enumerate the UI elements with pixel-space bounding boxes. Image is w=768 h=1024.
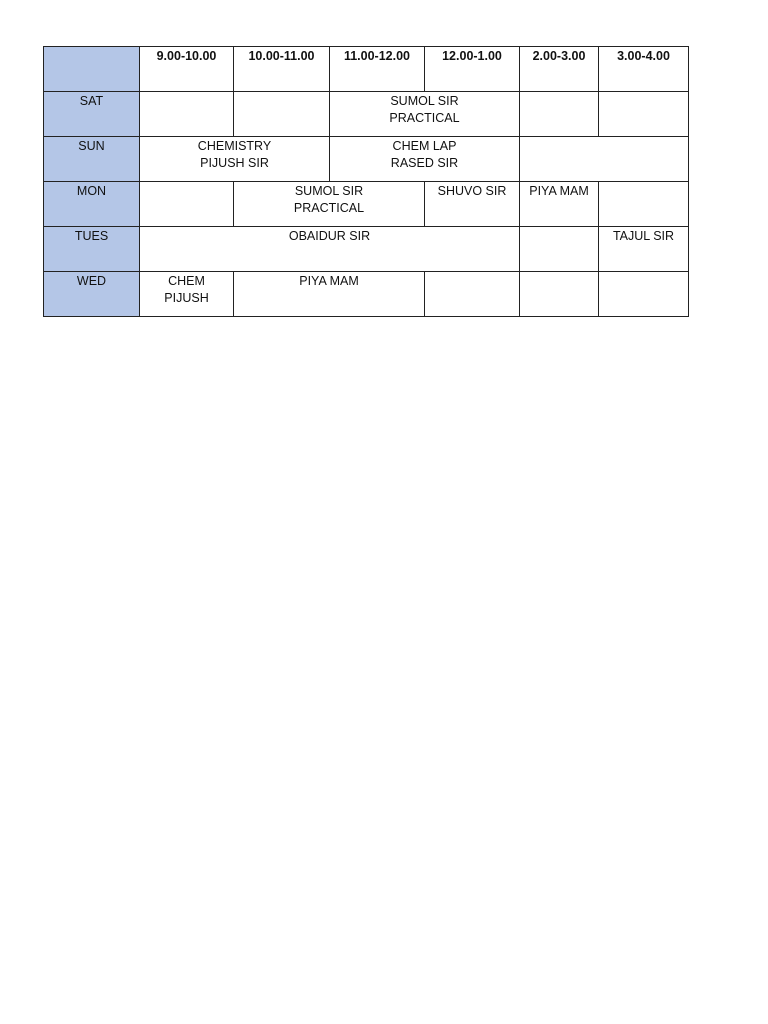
class-text: SUMOL SIR bbox=[294, 184, 364, 198]
empty-cell bbox=[599, 272, 689, 317]
time-slot-header: 11.00-12.00 bbox=[330, 47, 425, 92]
empty-cell bbox=[599, 92, 689, 137]
empty-cell bbox=[140, 182, 234, 227]
class-cell bbox=[520, 182, 599, 227]
class-cell bbox=[330, 137, 520, 182]
table-row bbox=[44, 227, 689, 272]
class-text: PIJUSH bbox=[164, 291, 209, 305]
class-cell bbox=[140, 272, 234, 317]
class-text: PRACTICAL bbox=[389, 111, 460, 125]
empty-cell bbox=[425, 272, 520, 317]
class-text: CHEMISTRY bbox=[197, 139, 272, 153]
class-text: TAJUL SIR bbox=[612, 229, 675, 243]
class-cell bbox=[234, 182, 425, 227]
table-row bbox=[44, 92, 689, 137]
empty-cell bbox=[520, 92, 599, 137]
class-routine-table bbox=[43, 46, 689, 317]
day-label: SAT bbox=[44, 92, 140, 137]
class-text: PIYA MAM bbox=[529, 184, 589, 198]
day-label: TUES bbox=[44, 227, 140, 272]
time-slot-header: 10.00-11.00 bbox=[234, 47, 330, 92]
class-cell bbox=[140, 137, 330, 182]
routine-body bbox=[44, 92, 689, 317]
day-label: WED bbox=[44, 272, 140, 317]
class-text: PRACTICAL bbox=[293, 201, 365, 215]
class-text: OBAIDUR SIR bbox=[288, 229, 371, 243]
empty-cell bbox=[599, 182, 689, 227]
class-text: SUMOL SIR bbox=[390, 94, 459, 108]
class-cell bbox=[234, 272, 425, 317]
empty-cell bbox=[234, 92, 330, 137]
table-row bbox=[44, 137, 689, 182]
class-text: CHEM bbox=[168, 274, 205, 288]
time-slot-header: 2.00-3.00 bbox=[520, 47, 599, 92]
class-cell bbox=[599, 227, 689, 272]
time-slot-header: 12.00-1.00 bbox=[425, 47, 520, 92]
class-cell bbox=[425, 182, 520, 227]
timetable-sheet bbox=[43, 46, 689, 317]
table-row bbox=[44, 272, 689, 317]
class-cell bbox=[330, 92, 520, 137]
empty-cell bbox=[520, 137, 689, 182]
corner-cell bbox=[44, 47, 140, 92]
time-slot-header: 9.00-10.00 bbox=[140, 47, 234, 92]
table-row bbox=[44, 182, 689, 227]
empty-cell bbox=[140, 92, 234, 137]
class-text: RASED SIR bbox=[390, 156, 459, 170]
day-label: MON bbox=[44, 182, 140, 227]
day-label: SUN bbox=[44, 137, 140, 182]
empty-cell bbox=[520, 227, 599, 272]
time-slot-header: 3.00-4.00 bbox=[599, 47, 689, 92]
class-text: PIJUSH SIR bbox=[200, 156, 269, 170]
empty-cell bbox=[520, 272, 599, 317]
class-text: PIYA MAM bbox=[299, 274, 359, 288]
class-text: SHUVO SIR bbox=[437, 184, 507, 198]
header-row bbox=[44, 47, 689, 92]
class-cell bbox=[140, 227, 520, 272]
class-text: CHEM LAP bbox=[392, 139, 457, 153]
